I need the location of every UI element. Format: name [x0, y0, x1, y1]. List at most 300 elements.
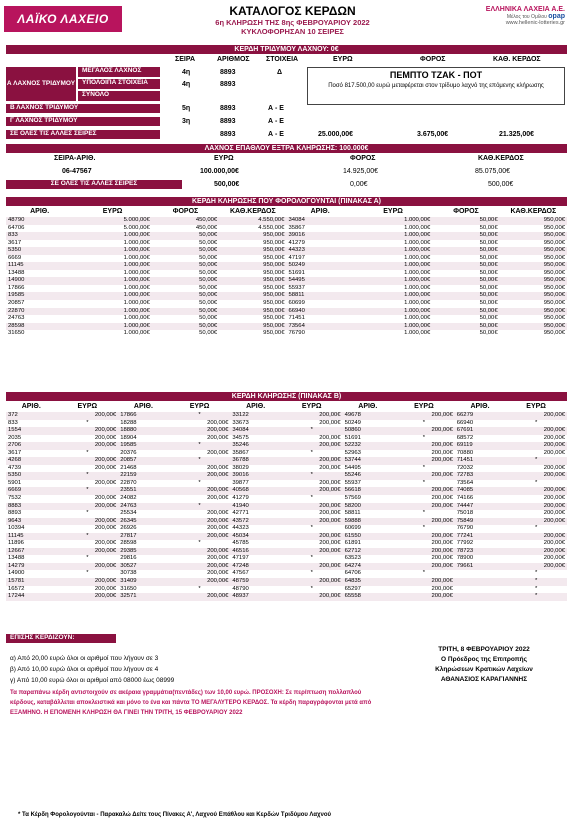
table-b-cell: 200,00€ [94, 479, 117, 486]
table-a-cell: 50,00€ [152, 262, 219, 270]
table-b-cell: * [86, 419, 89, 426]
table-b-cell: 33673 [232, 419, 249, 426]
table-b-cell: 200,00€ [319, 419, 341, 426]
table-b-cell: 67691 [455, 427, 505, 435]
table-b-col-header: ΑΡΙΘ. [133, 403, 153, 410]
table-a-cell: 13488 [8, 269, 25, 276]
table-b-cell: 2035 [8, 434, 22, 441]
table-b-cell: 11145 [6, 533, 56, 541]
table-b-cell: 43572 [230, 518, 280, 526]
table-b-cell [455, 578, 505, 586]
table-a-cell: 950,00€ [543, 269, 565, 276]
table-a-cell: 50,00€ [152, 232, 219, 240]
table-b-cell: 42771 [232, 510, 249, 517]
extra-all-euro: 500,00€ [214, 181, 240, 188]
table-b-cell: 60699 [344, 525, 361, 532]
table-b-cell: 200,00€ [393, 472, 455, 480]
table-b-cell: 200,00€ [393, 548, 455, 556]
table-a-cell: 1.000,00€ [73, 323, 152, 331]
table-a-cell: 1.000,00€ [73, 262, 152, 270]
table-b-cell: * [422, 525, 426, 532]
table-a-cell: 50,00€ [199, 269, 218, 276]
b-series: 5η [182, 105, 191, 112]
table-b-cell: 45034 [230, 533, 280, 541]
table-a-cell: 1.000,00€ [354, 232, 433, 240]
member-text: Μέλος του Ομίλου [506, 14, 547, 20]
table-b-cell: 18904 [120, 434, 137, 441]
table-b-cell: 44323 [232, 525, 249, 532]
table-a-cell: 833 [6, 232, 73, 240]
c-number: 8893 [220, 118, 236, 125]
website-link[interactable]: www.hellenic-lotteries.gr [505, 20, 565, 26]
table-a-cell: 1.000,00€ [354, 262, 433, 270]
table-b-cell: 5901 [8, 479, 22, 486]
table-a-cell: 950,00€ [500, 247, 567, 255]
table-b-cell: 200,00€ [505, 518, 567, 526]
table-a-cell: 950,00€ [543, 284, 565, 291]
table-b-row [6, 450, 567, 458]
table-b-cell: 24763 [118, 503, 168, 511]
table-b-cell: 55937 [344, 479, 361, 486]
table-b-cell: 4268 [6, 457, 56, 465]
table-b-bar: ΚΕΡΔΗ ΚΛΗΡΩΣΗΣ (ΠΙΝΑΚΑΣ Β) [6, 392, 567, 401]
table-b-cell: 200,00€ [393, 563, 455, 571]
table-b-cell: 200,00€ [281, 578, 343, 586]
table-b-row [6, 586, 567, 594]
table-a-cell: 73564 [286, 323, 353, 331]
table-b-cell: * [422, 434, 426, 441]
table-b-cell: 27817 [118, 533, 168, 541]
table-b-cell: 45785 [232, 540, 249, 547]
table-b-cell: 200,00€ [56, 457, 118, 465]
table-b-cell: 56618 [343, 487, 393, 495]
table-b-cell [455, 570, 505, 578]
table-b-row [6, 465, 567, 473]
table-a-cell: 50,00€ [152, 277, 219, 285]
table-b-cell: 76790 [456, 525, 474, 532]
table-b-cell: * [198, 479, 201, 486]
table-a-cell: 28598 [6, 323, 73, 331]
table-b-cell: 21468 [120, 464, 137, 471]
table-a-cell: 950,00€ [543, 224, 565, 231]
table-a-cell: 41279 [288, 239, 305, 246]
a-row-elements-0: Δ [277, 69, 283, 76]
table-b-row [6, 420, 567, 428]
table-a-cell: 1.000,00€ [123, 269, 150, 276]
table-b-cell: 20857 [118, 457, 168, 465]
table-a-cell: 1.000,00€ [404, 315, 431, 322]
table-b-cell: * [56, 472, 118, 480]
table-b-cell: 41940 [230, 503, 280, 511]
table-a-cell: 950,00€ [500, 308, 567, 316]
table-b-cell: 40568 [230, 487, 280, 495]
table-b-cell: 200,00€ [505, 563, 567, 571]
triple-bar: ΚΕΡΔΗ ΤΡΙΔΥΜΟΥ ΛΑΧΝΟΥ: 0€ [6, 45, 567, 54]
table-a-cell: 50,00€ [479, 300, 498, 307]
table-a-cell: 1.000,00€ [354, 323, 433, 331]
table-a-cell: 1.000,00€ [123, 315, 150, 322]
table-b-cell: 61891 [344, 540, 361, 547]
table-a-row [6, 262, 567, 270]
extra-all-tax: 0,00€ [350, 181, 368, 188]
table-a-cell: 950,00€ [219, 247, 286, 255]
table-b-cell: 200,00€ [281, 518, 343, 526]
table-b-row [6, 540, 567, 548]
extra-tax: 14.925,00€ [343, 168, 379, 175]
col-tax: ΦΟΡΟΣ [420, 56, 446, 63]
table-b-cell: 58811 [344, 510, 361, 517]
table-b-cell: 64706 [344, 570, 361, 577]
table-a-col-header: ΚΑΘ.ΚΕΡΔΟΣ [510, 208, 557, 215]
table-a-cell: 950,00€ [219, 262, 286, 270]
table-a-cell: 50,00€ [479, 330, 498, 337]
table-a-cell: 50,00€ [199, 300, 218, 307]
table-a-col-header: ΑΡΙΘ. [30, 208, 50, 215]
table-b-cell: 16572 [8, 585, 25, 592]
table-b-cell: 200,00€ [207, 495, 229, 502]
all-elements: Α - Ε [268, 131, 284, 138]
table-a-cell: 20857 [8, 300, 25, 307]
table-a-cell: 50,00€ [432, 308, 499, 316]
table-b-cell: 46516 [230, 548, 280, 556]
table-a-cell: 50,00€ [432, 277, 499, 285]
table-b-cell: 200,00€ [169, 563, 231, 571]
table-b-cell: * [310, 449, 313, 456]
table-b-row [6, 487, 567, 495]
also-win-a: α) Από 20,00 ευρώ όλοι οι αριθμοί που λήγουν σε 3 [10, 655, 159, 662]
table-b-cell: * [198, 585, 201, 592]
table-b-cell: 49678 [343, 412, 393, 420]
table-b-cell: 41279 [232, 495, 249, 502]
table-b-cell: 200,00€ [56, 503, 118, 511]
table-a-cell: 50,00€ [479, 315, 498, 322]
a-row-number-1: 8893 [220, 81, 236, 88]
table-b-cell: * [281, 427, 343, 435]
table-a-cell: 1.000,00€ [404, 269, 431, 276]
table-a-cell: 950,00€ [500, 217, 567, 225]
table-a-cell: 5350 [6, 247, 73, 255]
table-b-cell: 30527 [118, 563, 168, 571]
extra-euro: 100.000,00€ [200, 168, 239, 175]
table-b-row [6, 412, 567, 420]
c-series: 3η [182, 118, 191, 125]
table-a-cell: 1.000,00€ [404, 300, 431, 307]
table-b-cell: 34575 [232, 434, 249, 441]
table-b-cell: 200,00€ [169, 427, 231, 435]
table-a-row [6, 232, 567, 240]
table-a [6, 207, 567, 338]
table-b-cell: 200,00€ [281, 442, 343, 450]
table-a-cell: 31650 [8, 330, 25, 337]
company-name: ΕΛΛΗΝΙΚΑ ΛΑΧΕΙΑ Α.Ε. [485, 6, 565, 13]
table-a-cell: 950,00€ [263, 284, 285, 291]
table-b-cell: 22870 [120, 479, 137, 486]
table-a-cell: 1.000,00€ [404, 224, 431, 231]
table-a-cell: 50,00€ [479, 269, 498, 276]
note-line-1: Τα παραπάνω κέρδη αντιστοιχούν σε ακέραια γραμμάτια(πεντάδες) των 10,00 ευρώ. ΠΡΟΣΟΧΗ: Σε περίπτωση πολλαπλού [10, 690, 362, 696]
table-a-col-header: ΦΟΡΟΣ [172, 208, 199, 215]
table-b-cell: 14900 [8, 570, 25, 577]
table-b-cell: * [310, 585, 313, 592]
table-a-cell: 950,00€ [500, 232, 567, 240]
table-b-cell: * [169, 412, 231, 420]
extra-col-euro: ΕΥΡΩ [214, 155, 234, 162]
also-win-heading: ΕΠΙΣΗΣ ΚΕΡΔΙΖΟΥΝ: [6, 634, 116, 643]
table-a-cell: 51691 [288, 269, 305, 276]
b-elements: Α - Ε [268, 105, 284, 112]
table-b-cell: * [422, 419, 426, 426]
a-row-label-1: ΥΠΟΛΟΙΠΑ ΣΤΟΙΧΕΙΑ [78, 79, 160, 89]
table-b-cell: * [281, 472, 343, 480]
table-b-col-header: ΕΥΡΩ [414, 403, 434, 410]
table-b-cell: * [422, 464, 426, 471]
table-b-cell: 22159 [118, 472, 168, 480]
table-a-cell: 5.000,00€ [73, 217, 152, 225]
table-b-cell: * [534, 570, 538, 577]
table-b-cell: 19585 [118, 442, 168, 450]
table-a-row [6, 277, 567, 285]
c-ticket-label: Γ ΛΑΧΝΟΣ ΤΡΙΔΥΜΟΥ [6, 117, 160, 126]
table-a-cell: 55937 [288, 284, 305, 291]
table-a-cell: 50,00€ [199, 284, 218, 291]
table-b-cell: 200,00€ [207, 449, 229, 456]
table-b-cell: 74085 [455, 487, 505, 495]
table-a-row [6, 285, 567, 293]
table-b-row [6, 570, 567, 578]
table-b-row [6, 442, 567, 450]
table-a-cell: 50,00€ [199, 254, 218, 261]
table-b-cell: 200,00€ [505, 487, 567, 495]
table-b-cell: 200,00€ [207, 464, 229, 471]
table-b-cell: 29816 [120, 555, 137, 562]
table-a-cell: 1.000,00€ [404, 330, 431, 337]
table-b-cell: 200,00€ [431, 555, 453, 562]
table-a-cell: 50,00€ [479, 284, 498, 291]
table-a-cell: 1.000,00€ [404, 254, 431, 261]
table-a-cell: 50,00€ [432, 247, 499, 255]
table-a-cell: 950,00€ [500, 262, 567, 270]
table-b-cell: * [422, 570, 426, 577]
table-a-cell: 71451 [288, 315, 305, 322]
table-b-cell: 23551 [118, 487, 168, 495]
table-a-cell: 50,00€ [432, 232, 499, 240]
table-b-cell: 74447 [455, 503, 505, 511]
draw-subtitle: 6η ΚΛΗΡΩΣΗ ΤΗΣ 8ης ΦΕΒΡΟΥΑΡΙΟΥ 2022 [215, 18, 370, 27]
table-a-row [6, 255, 567, 263]
table-a-cell: 950,00€ [263, 330, 285, 337]
table-b-row [6, 427, 567, 435]
table-a-cell: 1.000,00€ [73, 247, 152, 255]
table-b-cell: 5350 [6, 472, 56, 480]
table-a-cell: 39016 [286, 232, 353, 240]
a-row-label-0: ΜΕΓΑΛΟΣ ΛΑΧΝΟΣ [78, 67, 160, 77]
table-b-row [6, 593, 567, 601]
table-b-cell: 47197 [232, 555, 249, 562]
table-b-cell: 200,00€ [169, 533, 231, 541]
table-b-cell: 200,00€ [94, 434, 117, 441]
extra-col-tax: ΦΟΡΟΣ [350, 155, 376, 162]
jackpot-box [307, 67, 565, 105]
col-net: ΚΑΘ. ΚΕΡΔΟΣ [493, 56, 541, 63]
table-b-cell: 57569 [344, 495, 361, 502]
table-b-cell: * [505, 593, 567, 601]
table-a-cell: 5.000,00€ [123, 224, 150, 231]
table-b-cell: 64274 [343, 563, 393, 571]
table-b-cell: 200,00€ [94, 464, 117, 471]
table-b-cell: * [310, 495, 313, 502]
b-ticket-label: Β ΛΑΧΝΟΣ ΤΡΙΔΥΜΟΥ [6, 104, 160, 113]
table-a-cell: 24763 [8, 315, 25, 322]
table-a-col-header: ΚΑΘ.ΚΕΡΔΟΣ [229, 208, 276, 215]
table-b-cell: 200,00€ [505, 503, 567, 511]
table-a-cell: 950,00€ [543, 315, 565, 322]
table-b-cell: 25534 [120, 510, 137, 517]
all-tax: 3.675,00€ [417, 131, 449, 138]
table-b-col-header: ΑΡΙΘ. [470, 403, 490, 410]
all-euro: 25.000,00€ [318, 131, 354, 138]
table-b-cell: 200,00€ [543, 540, 565, 547]
table-a-cell: 1.000,00€ [404, 284, 431, 291]
table-b-cell: 63523 [344, 555, 361, 562]
table-a-cell: 1.000,00€ [73, 232, 152, 240]
table-b-cell: 64835 [343, 578, 393, 586]
table-a-cell: 50,00€ [199, 239, 218, 246]
table-b-cell: * [422, 510, 426, 517]
table-b-cell: 200,00€ [56, 548, 118, 556]
table-b-cell: 200,00€ [56, 578, 118, 586]
table-b-cell: 200,00€ [431, 540, 453, 547]
table-a-cell: 50,00€ [199, 330, 218, 337]
note-line-3: ΕΞΑΜΗΝΟ. Η ΕΠΟΜΕΝΗ ΚΛΗΡΩΣΗ ΘΑ ΓΙΝΕΙ ΤΗΝ ΤΡΙΤΗ, 15 ΦΕΒΡΟΥΑΡΙΟΥ 2022 [10, 710, 243, 716]
table-b-cell: 200,00€ [281, 487, 343, 495]
table-b-cell: 78723 [455, 548, 505, 556]
table-b-cell: 200,00€ [281, 548, 343, 556]
table-a-cell: 50,00€ [152, 247, 219, 255]
table-b-cell: 39877 [232, 479, 249, 486]
table-a-col-header: ΑΡΙΘ. [310, 208, 330, 215]
table-b-cell: 200,00€ [281, 503, 343, 511]
table-b-row [6, 472, 567, 480]
table-b-cell: 39016 [230, 472, 280, 480]
table-b-cell: 50860 [343, 427, 393, 435]
table-b-cell: 200,00€ [505, 412, 567, 420]
table-b-cell: 200,00€ [207, 419, 229, 426]
table-b-col-header: ΕΥΡΩ [301, 403, 322, 410]
table-b-cell: 36788 [230, 457, 280, 465]
a-row-number-0: 8893 [220, 69, 236, 76]
table-a-row [6, 315, 567, 323]
table-b-cell: * [422, 479, 426, 486]
table-b-cell: 200,00€ [281, 533, 343, 541]
table-b-cell: 11896 [8, 540, 24, 547]
table-b-cell: 58200 [343, 503, 393, 511]
table-a-cell: 50,00€ [432, 323, 499, 331]
table-b-cell: 200,00€ [543, 555, 565, 562]
table-a-cell: 1.000,00€ [354, 292, 433, 300]
table-b-cell: 200,00€ [319, 540, 341, 547]
table-b-row [6, 533, 567, 541]
table-a-cell: 950,00€ [263, 300, 285, 307]
bottom-note: * Τα Κέρδη Φορολογούνται - Παρακαλώ Δείτε τους Πίνακες Α', Λαχνού Επάθλου και Κερδών Τριδύμου Λαχνού [18, 812, 331, 818]
table-a-cell: 950,00€ [219, 308, 286, 316]
table-b-cell: * [86, 555, 89, 562]
table-a-cell: 950,00€ [263, 239, 285, 246]
table-b-cell: 200,00€ [393, 593, 455, 601]
table-a-cell: 950,00€ [219, 323, 286, 331]
table-b-cell: 68572 [456, 434, 474, 441]
table-b-cell: 34084 [230, 427, 280, 435]
table-b-cell: 2706 [6, 442, 56, 450]
table-a-cell: 1.000,00€ [73, 292, 152, 300]
table-b-cell: 200,00€ [207, 510, 229, 517]
table-b-cell: * [86, 510, 89, 517]
table-b-cell: 200,00€ [207, 555, 229, 562]
b-number: 8893 [220, 105, 236, 112]
table-b-cell: 31409 [118, 578, 168, 586]
table-b-cell: 200,00€ [169, 518, 231, 526]
table-a-cell: 58811 [286, 292, 353, 300]
table-a-cell: 50,00€ [199, 315, 218, 322]
table-b-cell: 50249 [344, 419, 361, 426]
table-a-cell: 34084 [286, 217, 353, 225]
col-elements: ΣΤΟΙΧΕΙΑ [266, 56, 299, 63]
c-elements: Α - Ε [268, 118, 284, 125]
table-b-row [6, 503, 567, 511]
table-b-cell: 200,00€ [94, 540, 117, 547]
table-b-cell: 66279 [455, 412, 505, 420]
table-a-row [6, 240, 567, 248]
table-a-cell: 950,00€ [500, 277, 567, 285]
table-b-cell: 200,00€ [543, 464, 565, 471]
table-b-cell: 59888 [343, 518, 393, 526]
table-b-col-header: ΑΡΙΘ. [246, 403, 266, 410]
table-b-cell: * [534, 419, 538, 426]
extra-bar: ΛΑΧΝΟΣ ΕΠΑΘΛΟΥ ΕΞΤΡΑ ΚΛΗΡΩΣΗΣ: 100.000€ [6, 144, 567, 153]
table-b-cell: 48937 [230, 593, 280, 601]
table-b [6, 402, 567, 601]
table-b-cell: 75018 [456, 510, 474, 517]
table-b-cell: 200,00€ [393, 533, 455, 541]
table-a-cell: 3617 [8, 239, 22, 246]
table-b-cell: * [505, 578, 567, 586]
extra-id: 06-47567 [62, 168, 92, 175]
table-b-header-row [6, 402, 567, 412]
lottery-logo: ΛΑΪΚΟ ΛΑΧΕΙΟ [4, 6, 122, 32]
signature-date: ΤΡΙΤΗ, 8 ΦΕΒΡΟΥΑΡΙΟΥ 2022 [438, 646, 530, 653]
table-a-cell: 66940 [286, 308, 353, 316]
table-b-cell: 200,00€ [169, 487, 231, 495]
table-b-cell: 66940 [456, 419, 474, 426]
table-a-cell: 450,00€ [152, 217, 219, 225]
table-a-cell: 22870 [6, 308, 73, 316]
table-b-cell: 77241 [455, 533, 505, 541]
table-b-cell: 13488 [8, 555, 25, 562]
all-number: 8893 [220, 131, 236, 138]
table-b-cell: 200,00€ [505, 472, 567, 480]
table-b-cell: 200,00€ [319, 434, 341, 441]
table-b-cell: 200,00€ [543, 434, 565, 441]
table-a-cell: 19585 [6, 292, 73, 300]
table-a-cell: 48790 [6, 217, 73, 225]
extra-net: 85.075,00€ [475, 168, 511, 175]
table-b-cell: 79661 [455, 563, 505, 571]
table-a-row [6, 247, 567, 255]
table-b-row [6, 435, 567, 443]
table-a-bar: ΚΕΡΔΗ ΚΛΗΡΩΣΗΣ ΠΟΥ ΦΟΡΟΛΟΓΟΥΝΤΑΙ (ΠΙΝΑΚΑΣ Α) [6, 197, 567, 206]
table-a-row [6, 308, 567, 316]
table-b-cell: 30738 [120, 570, 137, 577]
table-b-cell: 200,00€ [56, 563, 118, 571]
